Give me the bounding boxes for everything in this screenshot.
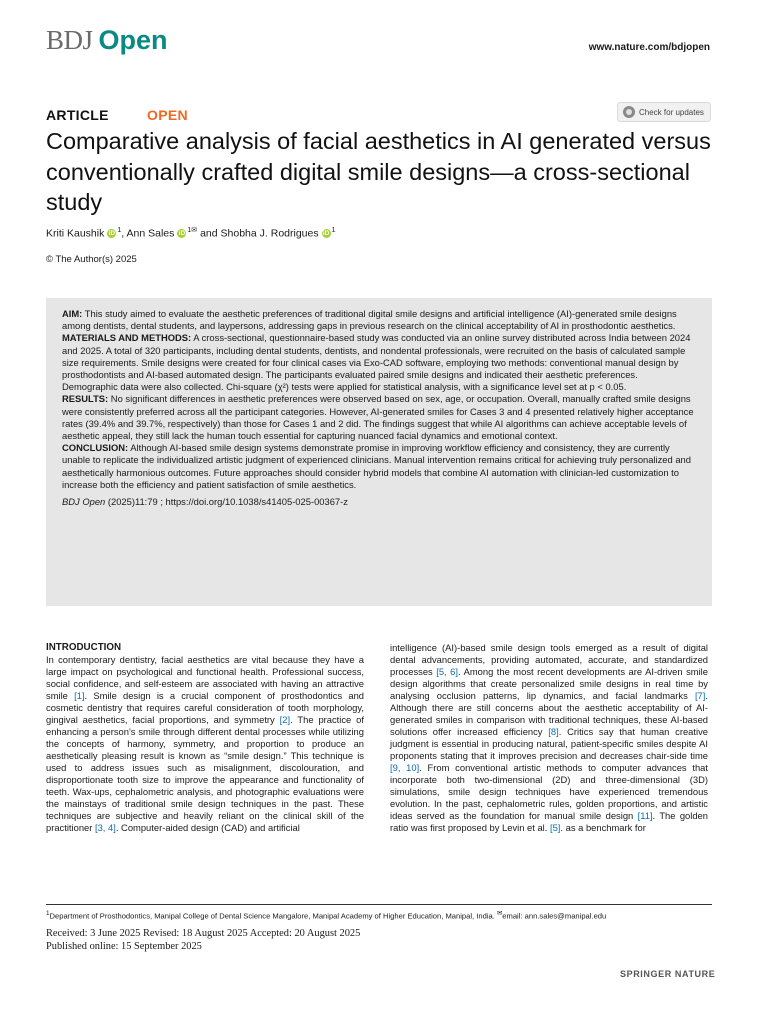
- body-paragraph: [390, 642, 708, 834]
- abstract-conclusion-label: CONCLUSION:: [62, 442, 129, 454]
- citation-doi[interactable]: (2025)11:79 ; https://doi.org/10.1038/s41405-025-00367-z: [105, 496, 348, 508]
- journal-logo-open: Open: [98, 25, 168, 55]
- body-text: . The golden ratio was first proposed by Levin et al.: [390, 810, 708, 833]
- journal-logo-bdj: BDJ: [46, 25, 93, 55]
- author-affiliation-sup: 1: [331, 227, 336, 234]
- journal-logo: [46, 24, 168, 56]
- affiliation-sup: 1: [46, 910, 50, 917]
- abstract-results: [62, 393, 696, 442]
- author-affiliation-sup: 1: [117, 227, 122, 234]
- abstract-methods: [62, 332, 696, 393]
- author-name[interactable]: Shobha J. Rodrigues: [220, 227, 319, 240]
- footer-divider: [46, 904, 712, 905]
- reference-link[interactable]: [5, 6]: [436, 666, 458, 677]
- body-column-left: [46, 642, 364, 834]
- body-text: In contemporary dentistry, facial aesthetics are vital because they have a large impact on psychological and functional health. Professional success, social confidence, and self-esteem are associated with having an attractive smile: [46, 654, 364, 701]
- reference-link[interactable]: [7]: [694, 690, 706, 701]
- reference-link[interactable]: [8]: [548, 726, 559, 737]
- body-text: . Critics say that human creative judgment is essential in producing natural, patient-specific smiles despite AI proponents stating that it improves precision and decreases chair-side time: [390, 726, 708, 761]
- reference-link[interactable]: [9, 10]: [390, 762, 420, 773]
- abstract-conclusion-text: Although AI-based smile design systems demonstrate promise in improving workflow efficiency and consistency, they are currently unable to replicate the individualized artistic judgment of experienced clinicians. Manual intervention remains critical for achieving truly personalized and aesthetically harmonious outcomes. Future approaches should consider hybrid models that combine AI automation with clinician-led customization to increase both the efficiency and patient satisfaction of smile aesthetics.: [62, 442, 691, 490]
- reference-link[interactable]: [3, 4]: [94, 822, 116, 833]
- body-text: . Smile design is a crucial component of prosthodontics and cosmetic dentistry that requires careful consideration of tooth morphology, gingival aesthetics, facial proportions, and symmetry: [46, 690, 364, 725]
- reference-link[interactable]: [1]: [74, 690, 85, 701]
- body-text: . Among the most recent developments are AI-driven smile design algorithms that create personalized smile designs in real time by analysing occlusion patterns, lip dynamics, and facial landmarks: [390, 666, 708, 701]
- body-text: . as a benchmark for: [560, 822, 646, 833]
- article-title: Comparative analysis of facial aesthetics in AI generated versus conventionally crafted digital smile designs—a cross-sectional study: [46, 128, 711, 215]
- reference-link[interactable]: [2]: [279, 714, 291, 725]
- abstract-methods-label: MATERIALS AND METHODS:: [62, 332, 192, 344]
- journal-url-link[interactable]: www.nature.com/bdjopen: [588, 42, 710, 53]
- received-dates: Received: 3 June 2025 Revised: 18 August 2025 Accepted: 20 August 2025: [46, 928, 361, 939]
- author-separator: and: [197, 227, 221, 240]
- affiliation-text: Department of Prosthodontics, Manipal College of Dental Science Mangalore, Manipal Academy of Higher Education, Manipal, India.: [49, 911, 497, 921]
- body-paragraph: [46, 654, 364, 834]
- reference-link[interactable]: [5]: [549, 822, 561, 833]
- open-access-label: OPEN: [147, 107, 188, 123]
- author-affiliation-sup: 1✉: [187, 227, 198, 234]
- abstract-box: [46, 298, 712, 606]
- published-date: Published online: 15 September 2025: [46, 941, 202, 952]
- abstract-aim-label: AIM:: [62, 308, 83, 319]
- orcid-icon[interactable]: iD: [108, 230, 116, 238]
- body-text: . From conventional artistic methods to computer advances that incorporate both two-dimensional (2D) and three-dimensional (3D) simulations, smile design techniques have experienced tremendous evolution. In the past, cephalometric rules, golden proportions, and artistic ideas served as the foundation for manual smile design: [390, 762, 708, 821]
- affiliation-note: [46, 910, 606, 921]
- body-text: intelligence (AI)-based smile design tools emerged as a result of digital dental advancements, providing automated, accurate, and standardized processes: [390, 642, 708, 677]
- abstract-results-label: RESULTS:: [62, 393, 109, 405]
- email-icon: ✉: [496, 910, 503, 917]
- abstract-results-text: No significant differences in aesthetic preferences were observed based on sex, age, or occupation. Overall, manually crafted smile designs were consistently preferred across all the participant categories. However, AI-generated smiles for Cases 3 and 4 presented relatively higher acceptance rates (39.4% and 39.7%, respectively) than those for Cases 1 and 2 did. The findings suggest that while AI algorithms can achieve acceptable levels of aesthetic appeal, they still lack the human touch essential for capturing nuanced facial dynamics and emotional context.: [62, 393, 694, 442]
- citation-journal: BDJ Open: [62, 496, 106, 508]
- body-text: . The practice of enhancing a person's smile through different dental processes while utilizing the concepts of harmony, symmetry, and proportion to produce an aesthetically pleasing result is known as “smile design.” This technique is used to address issues such as misalignment, discolouration, and disproportionate tooth size to improve the appearance and functionality of teeth. Wax-ups, cephalometric analysis, and photographic evaluations were the mainstays of traditional smile design techniques in the past. These techniques are subjective and heavily reliant on the clinical skill of the practitioner: [46, 714, 364, 833]
- abstract-aim: [62, 308, 696, 332]
- abstract-conclusion: [62, 442, 696, 491]
- article-type-label: ARTICLE: [46, 107, 109, 123]
- publication-dates: [46, 927, 360, 953]
- author-list: [46, 226, 336, 240]
- article-citation: [62, 496, 696, 508]
- abstract-aim-text: This study aimed to evaluate the aesthetic preferences of traditional digital smile designs and artificial intelligence (AI)-generated smile designs among dentists, dental students, and laypersons, addressing gaps in previous research on the clinical acceptability of AI in prosthodontic aesthetics.: [62, 308, 677, 332]
- copyright-notice: © The Author(s) 2025: [46, 254, 137, 265]
- author-separator: ,: [121, 227, 127, 240]
- reference-link[interactable]: [11]: [637, 810, 653, 821]
- crossmark-icon: [623, 106, 635, 118]
- body-column-right: [390, 642, 708, 834]
- author-name[interactable]: Kriti Kaushik: [46, 227, 105, 240]
- author-name[interactable]: Ann Sales: [126, 227, 175, 240]
- orcid-icon[interactable]: iD: [322, 230, 330, 238]
- orcid-icon[interactable]: iD: [178, 230, 186, 238]
- section-heading-introduction: INTRODUCTION: [46, 642, 122, 653]
- body-text: . Although there are still concerns about the aesthetic acceptability of AI-generated smiles in comparison with traditional techniques, these AI-based solutions offer increased efficiency: [390, 690, 708, 737]
- check-for-updates-label: Check for updates: [639, 107, 704, 117]
- body-text: . Computer-aided design (CAD) and artificial: [115, 822, 300, 833]
- abstract-methods-text: A cross-sectional, questionnaire-based study was conducted via an online survey distributed across India between 2024 and 2025. A total of 320 participants, including dental students, dentists, and nondental professionals, were recruited on the basis of calculated sample size requirements. Smile designs were created for four clinical cases via Exo-CAD software, employing two methods: conventional manual design by prosthodontists and AI-based automated design. The participants evaluated paired smile designs and indicated their aesthetic preferences. Demographic data were also collected. Chi-square (χ²) tests were applied for statistical analysis, with a significance level set at p < 0.05.: [62, 332, 691, 393]
- corresponding-email[interactable]: email: ann.sales@manipal.edu: [502, 911, 607, 921]
- publisher-logo: SPRINGER NATURE: [620, 969, 716, 979]
- check-for-updates-button[interactable]: [617, 102, 711, 122]
